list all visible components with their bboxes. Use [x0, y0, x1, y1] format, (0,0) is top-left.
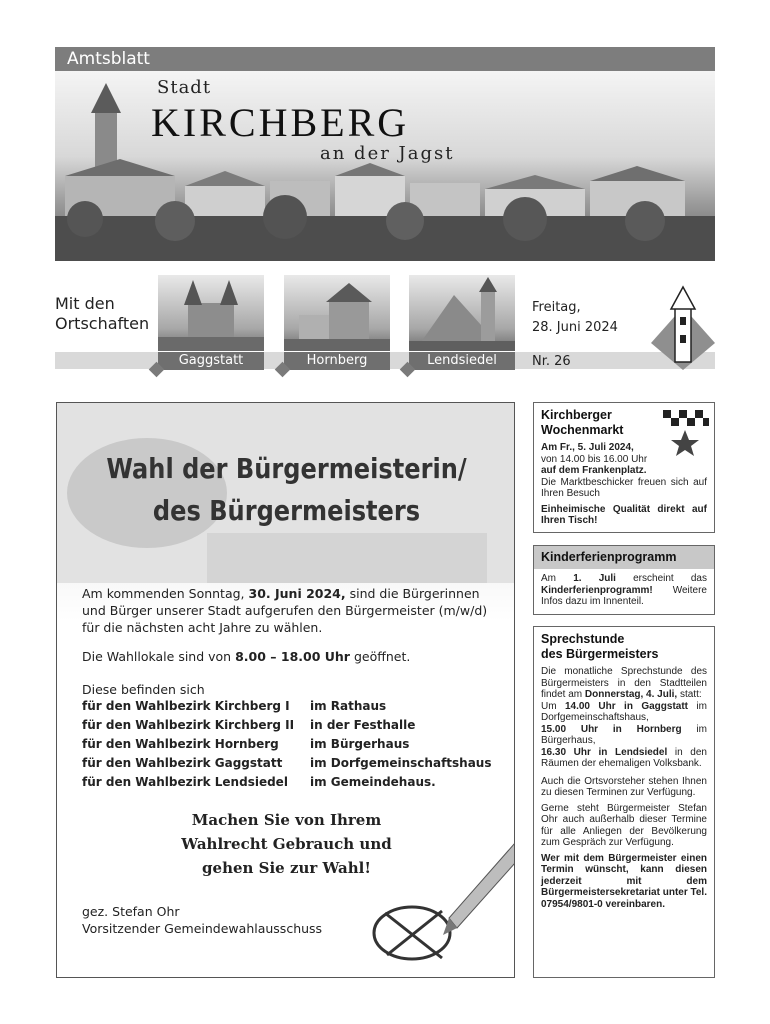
office-p1-end: statt: [677, 689, 702, 700]
intro-text-1: Am kommenden Sonntag, [82, 586, 249, 601]
masthead-photo [55, 71, 715, 261]
kids-program-text [534, 569, 714, 612]
hours-text-2: geöffnet. [349, 649, 411, 664]
appeal-line2: Wahlrecht Gebrauch und [181, 835, 392, 853]
kids-text-2: erscheint das [615, 573, 707, 584]
intro-text-2: sind die Bürgerinnen und Bürger unserer Stadt aufgerufen den Bürgermeister (m/w/d) für die nächsten acht Jahre zu wählen. [82, 586, 488, 635]
masthead-stadt: Stadt [157, 77, 212, 98]
signature-role: Vorsitzender Gemeindewahlausschuss [82, 921, 323, 936]
districts-intro: Diese befinden sich [82, 682, 205, 697]
article-headline [89, 448, 484, 532]
office-hours-box [533, 626, 715, 978]
issue-date [532, 298, 618, 338]
appeal-line1: Machen Sie von Ihrem [191, 811, 382, 829]
publication-bar [55, 47, 715, 71]
market-title-1: Kirchberger [541, 408, 612, 422]
district-name: für den Wahlbezirk Kirchberg I [82, 699, 290, 713]
article-intro [82, 585, 502, 636]
village-label-lendsiedel: Lendsiedel [409, 352, 515, 370]
office-t1-place: im Dorfgemeinschaftshaus, [541, 700, 707, 723]
ortschaften-line1: Mit den [55, 294, 115, 313]
office-p1-text: Die monatliche Sprechstunde des Bürgermeisters in den Stadtteilen findet am [541, 666, 707, 700]
market-text: Die Marktbeschicker freuen sich auf Ihren Besuch [541, 476, 707, 499]
headline-line1: Wahl der Bürgermeisterin/ [106, 452, 467, 485]
hours-value: 8.00 – 18.00 Uhr [235, 649, 350, 664]
kids-program-name: Kinderferienprogramm! [541, 584, 653, 596]
office-t2-place: im Bürgerhaus, [541, 723, 707, 746]
office-paragraph-1 [541, 666, 707, 770]
kids-program-box [533, 545, 715, 615]
village-label-hornberg: Hornberg [284, 352, 390, 370]
office-title-1: Sprechstunde [541, 632, 625, 646]
village-label-gaggstatt: Gaggstatt [158, 352, 264, 370]
district-row [82, 699, 387, 713]
market-time: von 14.00 bis 16.00 Uhr [541, 453, 648, 465]
kids-program-title: Kinderferienprogramm [534, 546, 714, 569]
office-p1-date: Donnerstag, 4. Juli, [584, 689, 678, 700]
district-row [82, 775, 436, 789]
district-row [82, 718, 416, 732]
office-t1-pre: Um [541, 700, 565, 712]
market-date: Am Fr., 5. Juli 2024, [541, 442, 634, 453]
masthead-city-name: KIRCHBERG [151, 100, 410, 145]
office-title-2: des Bürgermeisters [541, 647, 659, 661]
district-location: im Rathaus [310, 699, 387, 713]
signature-name: gez. Stefan Ohr [82, 904, 180, 919]
ortschaften-line2: Ortschaften [55, 314, 150, 333]
office-paragraph-2: Auch die Ortsvorsteher stehen Ihnen zu diesen Terminen zur Verfügung. [541, 775, 707, 798]
office-t3-place: in den Räumen der ehemaligen Volksbank. [541, 746, 707, 769]
district-location: im Gemeindehaus. [310, 775, 436, 789]
office-t3-time: 16.30 Uhr in Lendsiedel [541, 746, 668, 758]
district-location: in der Festhalle [310, 718, 416, 732]
office-t2-time: 15.00 Uhr in Hornberg [541, 723, 682, 735]
tower-logo-icon [651, 285, 715, 370]
district-row [82, 737, 410, 751]
kids-text-3: Weitere Infos dazu im Innenteil. [541, 584, 707, 607]
office-appointment-text: Wer mit dem Bürgermeister einen Termin wünscht, kann diesen jederzeit mit dem Bürgermeistersekretariat unter Tel. 07954/9801-0 vereinbaren. [541, 852, 707, 910]
market-logo-icon [659, 406, 711, 458]
district-name: für den Wahlbezirk Lendsiedel [82, 775, 288, 789]
pencil-cross-icon [357, 823, 515, 978]
market-title-2: Wochenmarkt [541, 423, 624, 437]
village-photo-lendsiedel [409, 275, 515, 351]
district-row [82, 756, 492, 770]
masthead-subtitle: an der Jagst [320, 143, 455, 164]
village-photo-gaggstatt [158, 275, 264, 351]
district-name: für den Wahlbezirk Kirchberg II [82, 718, 295, 732]
issue-date-value: 28. Juni 2024 [532, 320, 618, 335]
appeal-line3: gehen Sie zur Wahl! [202, 859, 371, 877]
headline-line2: des Bürgermeisters [152, 494, 421, 527]
intro-date: 30. Juni 2024, [248, 586, 346, 601]
hours-text-1: Die Wahllokale sind von [82, 649, 236, 664]
kids-date: 1. Juli [573, 573, 616, 584]
district-location: im Bürgerhaus [310, 737, 410, 751]
opening-hours [82, 648, 502, 665]
office-paragraph-4 [541, 853, 707, 911]
market-slogan: Einheimische Qualität direkt auf Ihren Tisch! [541, 503, 707, 526]
election-article [56, 402, 515, 978]
market-place: auf dem Frankenplatz. [541, 465, 647, 476]
issue-number: Nr. 26 [532, 354, 571, 369]
district-name: für den Wahlbezirk Hornberg [82, 737, 279, 751]
village-photo-hornberg [284, 275, 390, 351]
issue-weekday: Freitag, [532, 300, 581, 315]
office-paragraph-3: Gerne steht Bürgermeister Stefan Ohr auch außerhalb dieser Termine für alle Anliegen der Bevölkerung zum Gespräch zur Verfügung. [541, 802, 707, 848]
district-name: für den Wahlbezirk Gaggstatt [82, 756, 283, 770]
kids-text-1: Am [541, 573, 574, 584]
ortschaften-label [55, 294, 149, 334]
office-t1-time: 14.00 Uhr in Gaggstatt [564, 700, 689, 712]
market-box [533, 402, 715, 533]
district-location: im Dorfgemeinschaftshaus [310, 756, 492, 770]
publication-label: Amtsblatt [67, 49, 150, 69]
signature-block [82, 903, 322, 937]
